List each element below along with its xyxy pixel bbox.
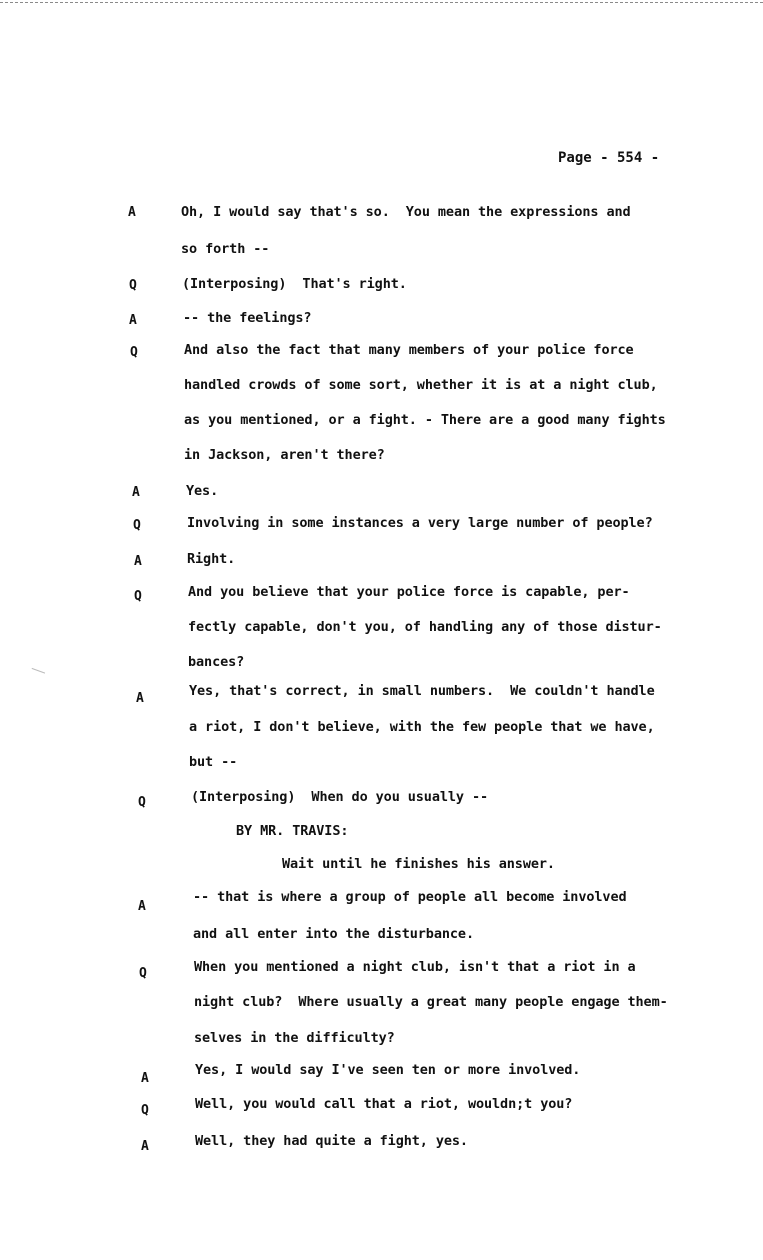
testimony-line: a riot, I don't believe, with the few people that we have, <box>189 719 655 735</box>
speaker-label: Q <box>133 518 141 533</box>
speaker-label: A <box>128 205 136 220</box>
testimony-line: Yes, I would say I've seen ten or more involved. <box>195 1062 581 1078</box>
testimony-line: When you mentioned a night club, isn't that a riot in a <box>194 959 636 975</box>
testimony-line: Yes. <box>186 483 219 499</box>
stray-mark <box>29 668 45 681</box>
testimony-line: Well, you would call that a riot, wouldn;t you? <box>195 1096 573 1112</box>
testimony-line: fectly capable, don't you, of handling any of those distur- <box>188 619 662 635</box>
testimony-line: so forth -- <box>181 241 270 257</box>
testimony-line: -- that is where a group of people all become involved <box>193 889 627 905</box>
speaker-label: Q <box>134 589 142 604</box>
testimony-line: in Jackson, aren't there? <box>184 447 385 463</box>
testimony-line: night club? Where usually a great many people engage them- <box>194 994 668 1010</box>
speaker-label: A <box>141 1139 149 1154</box>
speaker-label: A <box>141 1071 149 1086</box>
testimony-line: Oh, I would say that's so. You mean the expressions and <box>181 204 631 220</box>
testimony-line: (Interposing) That's right. <box>182 276 407 292</box>
speaker-label: Q <box>139 966 147 981</box>
speaker-label: A <box>134 554 142 569</box>
testimony-line: and all enter into the disturbance. <box>193 926 474 942</box>
speaker-label: Q <box>130 345 138 360</box>
testimony-line: but -- <box>189 754 238 770</box>
testimony-line: selves in the difficulty? <box>194 1030 395 1046</box>
speaker-label: Q <box>141 1103 149 1118</box>
testimony-line: as you mentioned, or a fight. - There are a good many fights <box>184 412 666 428</box>
speaker-label: A <box>129 313 137 328</box>
testimony-line: -- the feelings? <box>183 310 312 326</box>
speaker-label: A <box>132 485 140 500</box>
page-number: Page - 554 - <box>558 150 660 166</box>
testimony-line: Involving in some instances a very large number of people? <box>187 515 653 531</box>
testimony-line: Wait until he finishes his answer. <box>282 856 555 872</box>
testimony-line: And also the fact that many members of your police force <box>184 342 634 358</box>
top-edge-rule <box>0 2 763 3</box>
testimony-line: And you believe that your police force is capable, per- <box>188 584 630 600</box>
speaker-label: A <box>138 899 146 914</box>
testimony-line: Yes, that's correct, in small numbers. We couldn't handle <box>189 683 655 699</box>
testimony-line: Right. <box>187 551 236 567</box>
testimony-line: handled crowds of some sort, whether it is at a night club, <box>184 377 658 393</box>
speaker-label: Q <box>138 795 146 810</box>
speaker-label: A <box>136 691 144 706</box>
testimony-line: Well, they had quite a fight, yes. <box>195 1133 468 1149</box>
testimony-line: bances? <box>188 654 245 670</box>
examination-heading: BY MR. TRAVIS: <box>236 823 349 839</box>
testimony-line: (Interposing) When do you usually -- <box>191 789 489 805</box>
speaker-label: Q <box>129 278 137 293</box>
